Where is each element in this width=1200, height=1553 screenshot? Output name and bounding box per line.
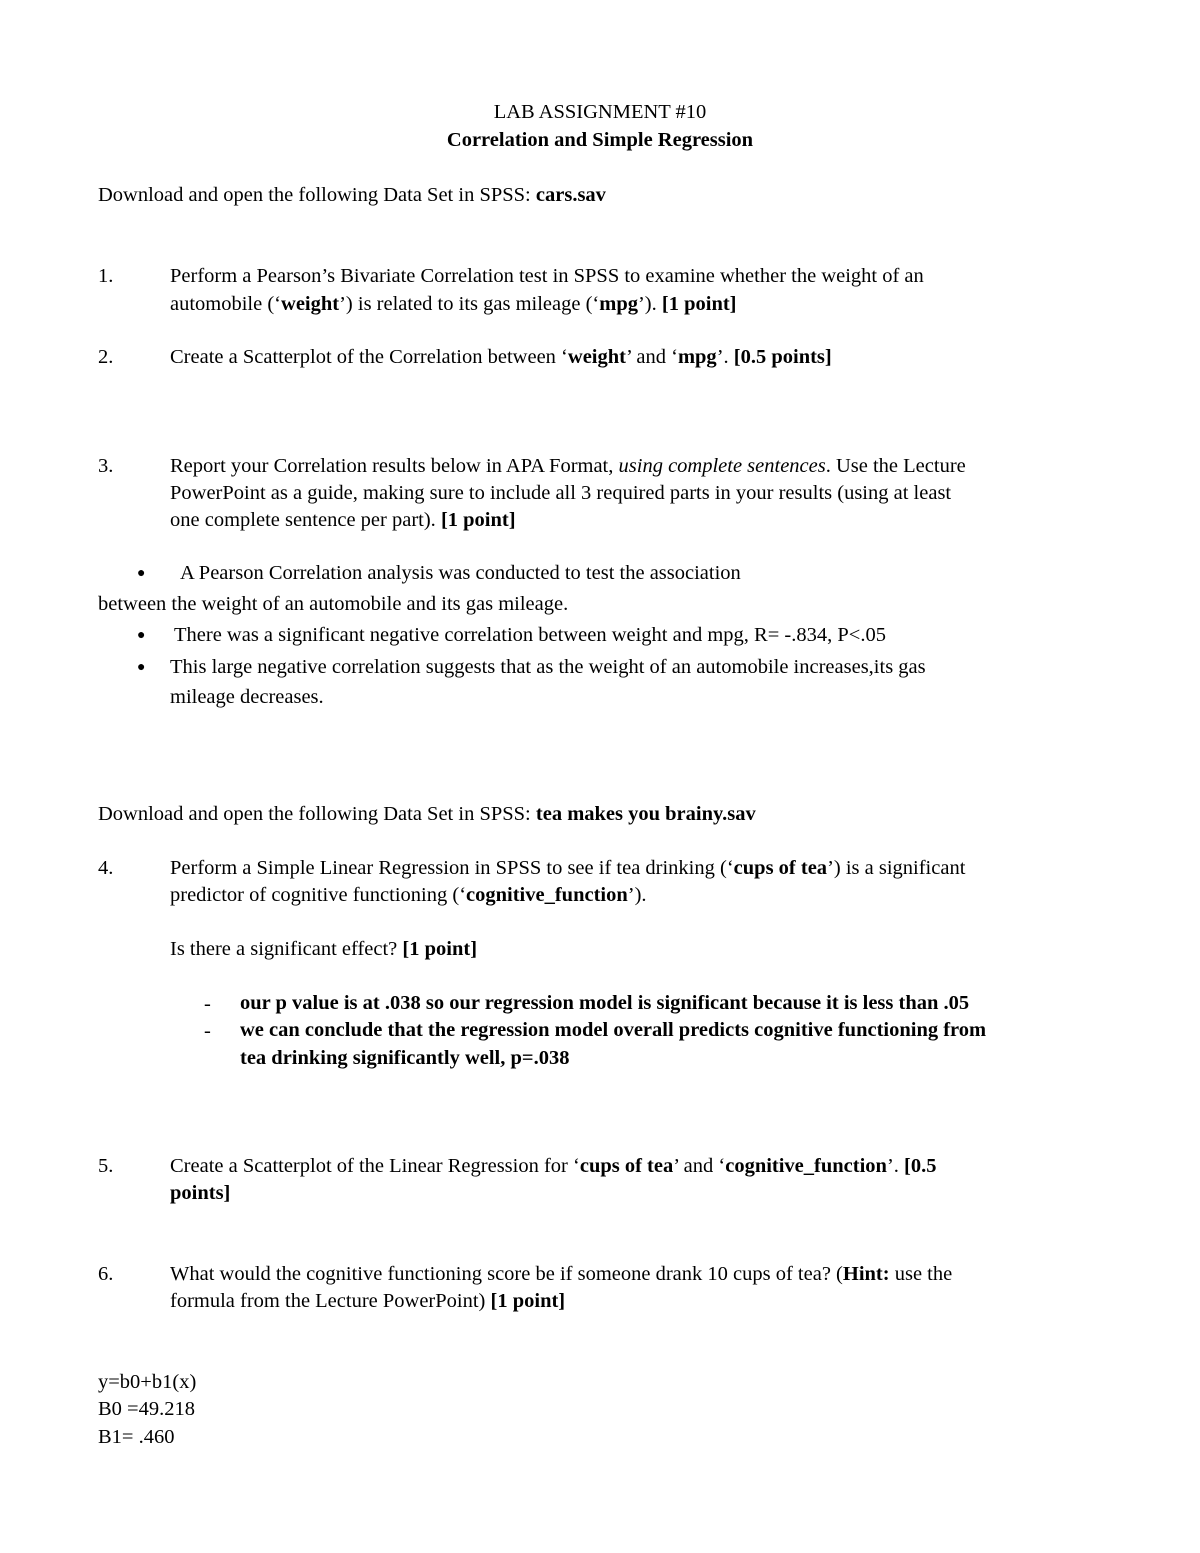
answer-6-b1: B1= .460 — [98, 1426, 175, 1448]
question-5-text-line-2: points] — [170, 1182, 231, 1204]
page-title: LAB ASSIGNMENT #10 — [493, 101, 707, 123]
dash-marker: - — [204, 1020, 211, 1042]
answer-3-bullet-1-line-2: between the weight of an automobile and its gas mileage. — [98, 593, 569, 615]
answer-6-b0: B0 =49.218 — [98, 1398, 195, 1420]
question-5-points: [0.5 — [904, 1155, 937, 1177]
answer-3-bullet-3-line-1: This large negative correlation suggests that as the weight of an automobile increases,its gas — [170, 656, 926, 678]
dash-marker: - — [204, 993, 211, 1015]
question-2-text: Create a Scatterplot of the Correlation between ‘weight’ and ‘mpg’. [0.5 points] — [170, 346, 832, 368]
answer-3-bullet-2: There was a significant negative correlation between weight and mpg, R= -.834, P<.05 — [174, 624, 886, 646]
question-3-points: [1 point] — [440, 509, 516, 531]
answer-4-line-2: we can conclude that the regression model overall predicts cognitive functioning from — [240, 1019, 987, 1041]
question-1-points: [1 point] — [661, 293, 737, 315]
question-4-text-line-1: Perform a Simple Linear Regression in SPSS to see if tea drinking (‘cups of tea’) is a significant — [170, 857, 966, 879]
answer-6-formula: y=b0+b1(x) — [98, 1371, 197, 1393]
question-6-text-line-1: What would the cognitive functioning score be if someone drank 10 cups of tea? (Hint: use the — [170, 1263, 953, 1285]
dataset-instruction-1: Download and open the following Data Set in SPSS: cars.sav — [98, 184, 606, 206]
question-3-text-line-3: one complete sentence per part). [1 point] — [170, 509, 516, 531]
question-3-text-line-1: Report your Correlation results below in APA Format, using complete sentences. Use the Lecture — [170, 455, 966, 477]
question-1-number: 1. — [98, 265, 114, 287]
answer-3-bullet-3-line-2: mileage decreases. — [170, 686, 324, 708]
answer-3-bullet-1-line-1: A Pearson Correlation analysis was conducted to test the association — [180, 562, 741, 584]
dataset-instruction-2: Download and open the following Data Set in SPSS: tea makes you brainy.sav — [98, 803, 756, 825]
question-6-points: [1 point] — [490, 1290, 566, 1312]
dataset-filename-2: tea makes you brainy.sav — [535, 803, 756, 825]
dataset-filename-1: cars.sav — [535, 184, 606, 206]
answer-4-line-1: our p value is at .038 so our regression model is significant because it is less than .05 — [240, 992, 970, 1014]
answer-4-line-3: tea drinking significantly well, p=.038 — [240, 1047, 570, 1069]
bullet-icon: ● — [137, 660, 146, 675]
question-4-subquestion: Is there a significant effect? [1 point] — [170, 938, 478, 960]
question-3-text-line-2: PowerPoint as a guide, making sure to include all 3 required parts in your results (using at least — [170, 482, 952, 504]
question-4-points: [1 point] — [402, 938, 478, 960]
question-3-number: 3. — [98, 455, 114, 477]
question-4-number: 4. — [98, 857, 114, 879]
question-4-text-line-2: predictor of cognitive functioning (‘cognitive_function’). — [170, 884, 647, 906]
question-1-text-line-1: Perform a Pearson’s Bivariate Correlation test in SPSS to examine whether the weight of an — [170, 265, 924, 287]
question-6-text-line-2: formula from the Lecture PowerPoint) [1 point] — [170, 1290, 566, 1312]
question-5-text-line-1: Create a Scatterplot of the Linear Regression for ‘cups of tea’ and ‘cognitive_function’. [0.5 — [170, 1155, 937, 1177]
page-subtitle: Correlation and Simple Regression — [446, 129, 754, 151]
question-2-number: 2. — [98, 346, 114, 368]
question-1-text-line-2: automobile (‘weight’) is related to its gas mileage (‘mpg’). [1 point] — [170, 293, 737, 315]
question-5-number: 5. — [98, 1155, 114, 1177]
question-2-points: [0.5 points] — [733, 346, 832, 368]
bullet-icon: ● — [137, 566, 146, 581]
bullet-icon: ● — [137, 628, 146, 643]
question-6-number: 6. — [98, 1263, 114, 1285]
